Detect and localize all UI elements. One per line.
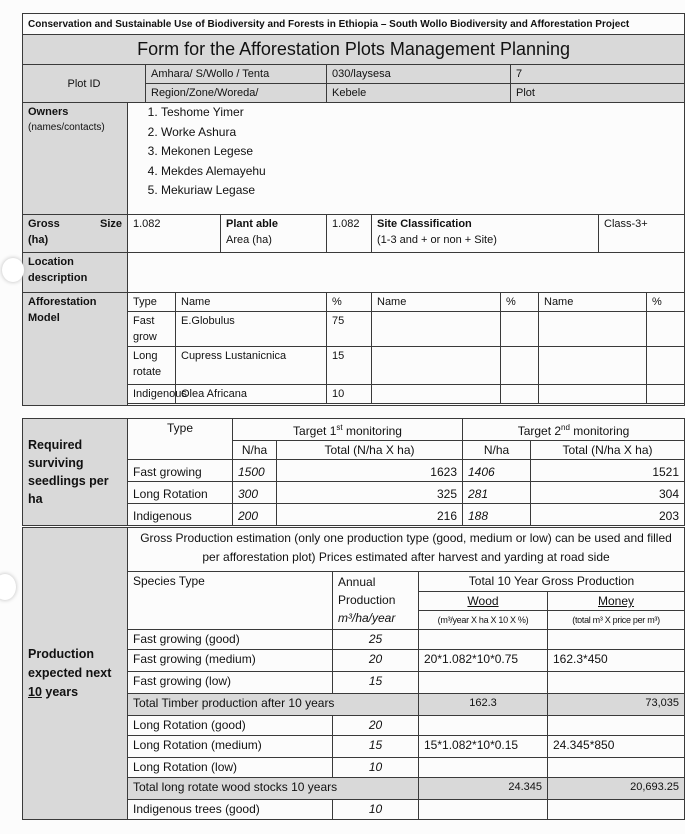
model-header-pct: %: [327, 293, 372, 312]
model-empty: [372, 347, 501, 385]
fast-growing-low-value: 15: [333, 672, 419, 694]
production-label-line2: expected next: [28, 666, 112, 680]
punch-hole-mark: [0, 574, 16, 600]
seedlings-table: [22, 418, 685, 526]
model-empty: [647, 347, 685, 385]
model-name: Cupress Lustanicnica: [176, 347, 327, 385]
seedling-t1: 216: [277, 504, 463, 526]
model-header-pct: %: [501, 293, 539, 312]
wood-header: Wood: [419, 592, 548, 611]
owners-label: Owners: [28, 106, 69, 118]
empty: [548, 672, 685, 694]
location-label-line1: Location: [28, 256, 74, 268]
owner-item: 1. Teshome Yimer: [161, 103, 679, 123]
model-pct: 75: [327, 312, 372, 347]
seedling-t2: 304: [531, 482, 685, 504]
fast-growing-medium: Fast growing (medium): [128, 650, 333, 672]
annual-line2: Production: [338, 593, 396, 607]
region-value: Amhara/ S/Wollo / Tenta: [146, 65, 327, 84]
timber-total-label: Total Timber production after 10 years: [128, 694, 419, 716]
empty: [548, 630, 685, 650]
empty: [548, 758, 685, 778]
owners-sublabel: (names/contacts): [28, 122, 105, 133]
model-type: Indigenous: [128, 385, 176, 404]
production-label-line1: Production: [28, 647, 94, 661]
production-label: [23, 528, 128, 820]
empty: [419, 630, 548, 650]
long-total-money: 20,693.25: [548, 778, 685, 800]
long-rotation-good: Long Rotation (good): [128, 716, 333, 736]
indigenous-good: Indigenous trees (good): [128, 800, 333, 820]
empty: [419, 800, 548, 820]
afforestation-model-label: [23, 293, 128, 406]
nha-header: N/ha: [233, 441, 277, 460]
model-header-pct: %: [647, 293, 685, 312]
target1-header: [233, 419, 463, 441]
model-name: E.Globulus: [176, 312, 327, 347]
long-money-calc: 24.345*850: [548, 736, 685, 758]
plantable-value: 1.082: [327, 215, 372, 253]
model-empty: [647, 312, 685, 347]
kebele-label: Kebele: [327, 84, 511, 103]
model-header-name: Name: [539, 293, 647, 312]
location-label: [23, 253, 128, 293]
model-empty: [372, 385, 501, 404]
fast-growing-good: Fast growing (good): [128, 630, 333, 650]
empty: [419, 716, 548, 736]
seedlings-label: Required surviving seedlings per ha: [23, 419, 128, 526]
owners-list-cell: [128, 103, 685, 215]
gross-size-value: 1.082: [128, 215, 221, 253]
model-pct: 15: [327, 347, 372, 385]
target2-header: [463, 419, 685, 441]
seedling-t1: 325: [277, 482, 463, 504]
nha-header: N/ha: [463, 441, 531, 460]
production-label-num: 10: [28, 685, 42, 699]
owner-item: 4. Mekdes Alemayehu: [161, 162, 679, 182]
production-label-years: years: [41, 685, 79, 699]
target2-prefix: Target 2: [517, 424, 562, 438]
model-label-line1: Afforestation: [28, 296, 97, 308]
production-table: [22, 527, 685, 820]
punch-hole-mark: [2, 258, 24, 282]
model-empty: [647, 385, 685, 404]
empty: [548, 716, 685, 736]
kebele-value: 030/laysesa: [327, 65, 511, 84]
seedling-n2: 188: [463, 504, 531, 526]
target1-sup: st: [336, 423, 343, 432]
plantable-sub: Area (ha): [226, 234, 272, 246]
long-wood-calc: 15*1.082*10*0.15: [419, 736, 548, 758]
fast-wood-calc: 20*1.082*10*0.75: [419, 650, 548, 672]
seedling-t1: 1623: [277, 460, 463, 482]
location-label-line2: description: [28, 272, 88, 284]
seedlings-type-header: Type: [128, 419, 233, 460]
empty: [419, 672, 548, 694]
fast-money-calc: 162.3*450: [548, 650, 685, 672]
model-pct: 10: [327, 385, 372, 404]
seedling-t2: 203: [531, 504, 685, 526]
model-type: Fast grow: [128, 312, 176, 347]
fast-growing-medium-value: 20: [333, 650, 419, 672]
plot-id-label: Plot ID: [23, 65, 146, 103]
annual-unit: m³/ha/year: [338, 611, 396, 625]
model-empty: [501, 347, 539, 385]
annual-line1: Annual: [338, 575, 376, 589]
production-label-line3: [28, 683, 122, 702]
form-title: Form for the Afforestation Plots Management Planning: [23, 35, 685, 65]
species-type-header: Species Type: [128, 572, 333, 630]
site-class-value: Class-3+: [599, 215, 685, 253]
total-header: Total (N/ha X ha): [277, 441, 463, 460]
model-empty: [501, 312, 539, 347]
fast-growing-low: Fast growing (low): [128, 672, 333, 694]
owners-list: [133, 103, 679, 201]
model-header-name: Name: [372, 293, 501, 312]
long-rotation-good-value: 20: [333, 716, 419, 736]
long-rotation-medium: Long Rotation (medium): [128, 736, 333, 758]
long-rotation-low-value: 10: [333, 758, 419, 778]
size-label: Size: [99, 218, 122, 230]
seedling-type: Fast growing: [128, 460, 233, 482]
plantable-label: Plant able: [226, 218, 278, 230]
owner-item: 2. Worke Ashura: [161, 123, 679, 143]
plantable-label-cell: [221, 215, 327, 253]
timber-total-money: 73,035: [548, 694, 685, 716]
owner-item: 5. Mekuriaw Legase: [161, 181, 679, 201]
seedling-type: Indigenous: [128, 504, 233, 526]
plot-form-table: [22, 13, 685, 406]
plot-number-value: 7: [511, 65, 685, 84]
seedling-type: Long Rotation: [128, 482, 233, 504]
target1-suffix: monitoring: [342, 424, 402, 438]
gross-label: Gross: [28, 218, 60, 230]
long-rotation-medium-value: 15: [333, 736, 419, 758]
model-type: Long rotate: [128, 347, 176, 385]
plot-label: Plot: [511, 84, 685, 103]
empty: [419, 758, 548, 778]
site-class-label: Site Classification: [377, 218, 472, 230]
model-label-line2: Model: [28, 312, 60, 324]
model-empty: [539, 347, 647, 385]
model-name: Olea Africana: [176, 385, 327, 404]
model-empty: [539, 312, 647, 347]
fast-growing-good-value: 25: [333, 630, 419, 650]
target2-suffix: monitoring: [569, 424, 630, 438]
target1-prefix: Target 1: [293, 424, 337, 438]
model-empty: [539, 385, 647, 404]
owners-label-cell: [23, 103, 128, 215]
money-formula: (total m³ X price per m³): [548, 611, 685, 630]
target2-sup: nd: [561, 423, 570, 432]
seedling-n1: 300: [233, 482, 277, 504]
seedling-n2: 281: [463, 482, 531, 504]
seedling-n2: 1406: [463, 460, 531, 482]
project-title: Conservation and Sustainable Use of Biodiversity and Forests in Ethiopia – South Wollo Biodiversity and Afforestation Project: [23, 14, 685, 35]
long-total-wood: 24.345: [419, 778, 548, 800]
gross-size-label: [23, 215, 128, 253]
annual-production-header: [333, 572, 419, 630]
money-header: Money: [548, 592, 685, 611]
region-label: Region/Zone/Woreda/: [146, 84, 327, 103]
wood-formula: (m³/year X ha X 10 X %): [419, 611, 548, 630]
gross-unit: (ha): [28, 234, 49, 246]
empty: [548, 800, 685, 820]
indigenous-good-value: 10: [333, 800, 419, 820]
timber-total-wood: 162.3: [419, 694, 548, 716]
spacer: [128, 404, 685, 406]
site-class-sub: (1-3 and + or non + Site): [377, 234, 497, 246]
total-10yr-header: Total 10 Year Gross Production: [419, 572, 685, 592]
model-empty: [372, 312, 501, 347]
total-header: Total (N/ha X ha): [531, 441, 685, 460]
owner-item: 3. Mekonen Legese: [161, 142, 679, 162]
production-note: Gross Production estimation (only one production type (good, medium or low) can be used and filled per afforestation plot) Prices estimated after harvest and yarding at road side: [128, 528, 685, 572]
model-empty: [501, 385, 539, 404]
model-header-name: Name: [176, 293, 327, 312]
long-rotation-low: Long Rotation (low): [128, 758, 333, 778]
long-total-label: Total long rotate wood stocks 10 years: [128, 778, 419, 800]
seedling-n1: 200: [233, 504, 277, 526]
model-header-type: Type: [128, 293, 176, 312]
seedling-n1: 1500: [233, 460, 277, 482]
seedling-t2: 1521: [531, 460, 685, 482]
site-class-label-cell: [372, 215, 599, 253]
location-value: [128, 253, 685, 293]
